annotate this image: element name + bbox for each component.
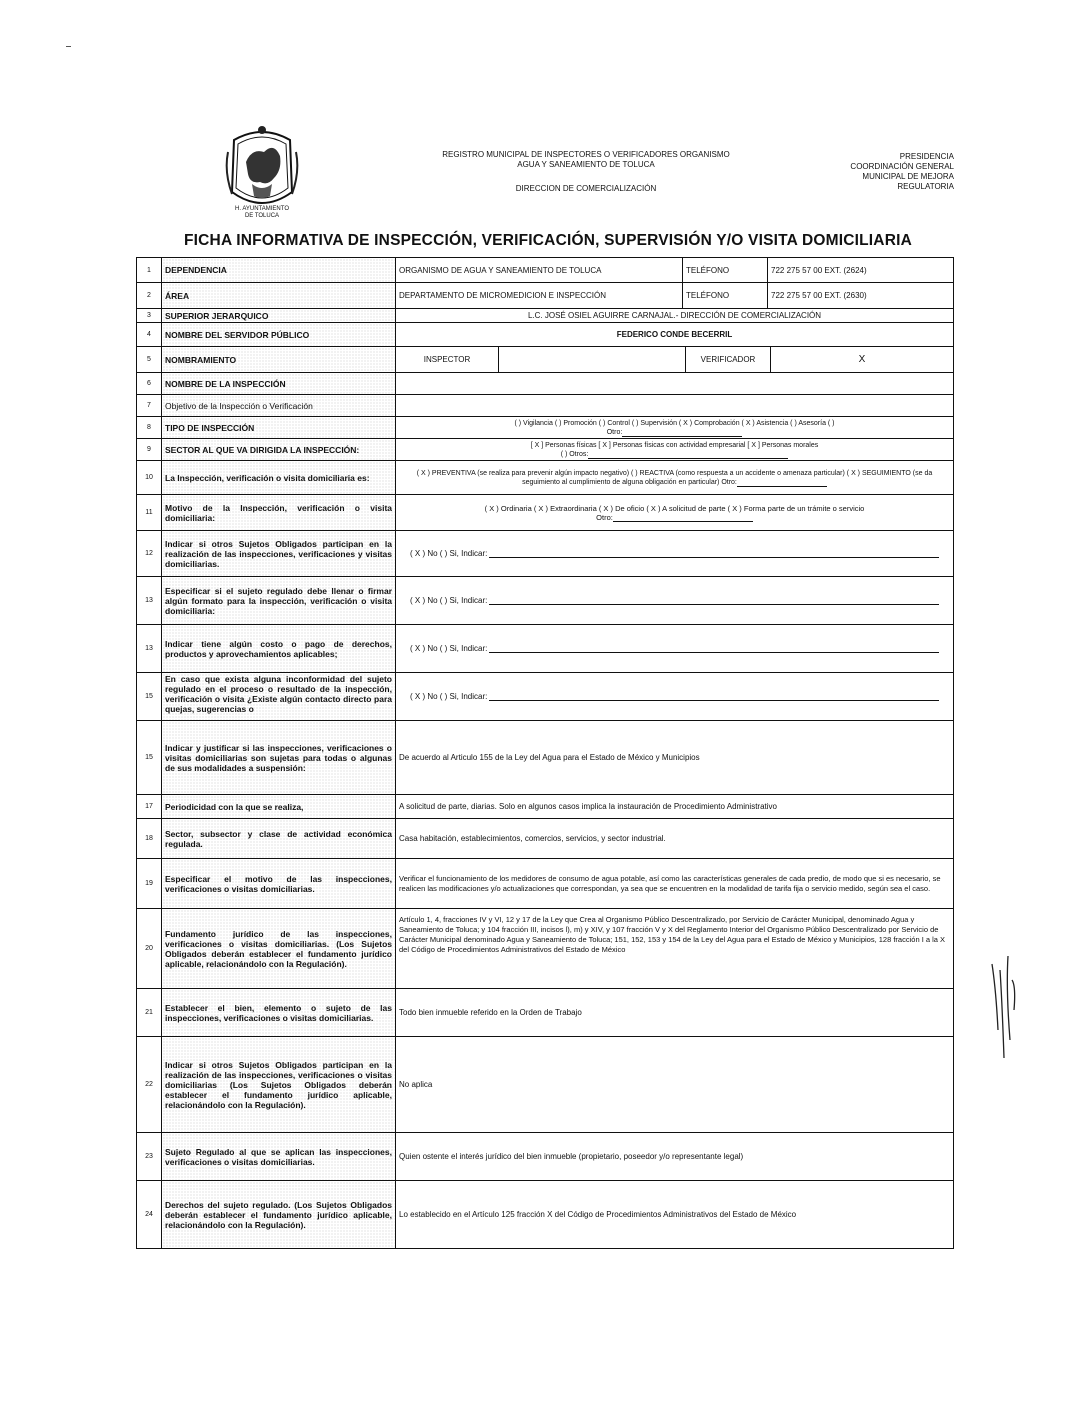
verificador-mark: X [858,354,866,365]
header-right-line: COORDINACIÓN GENERAL [850,162,954,171]
table-row [137,989,954,1037]
row-label: DEPENDENCIA [162,258,396,283]
motive-options: ( X ) Ordinaria ( X ) Extraordinaria ( X ) De oficio ( X ) A solicitud de parte ( X ) Forma parte de un trámite o servicio [484,503,865,513]
row-number: 15 [137,673,162,721]
row-value: Casa habitación, establecimientos, comercios, servicios, y sector industrial. [396,819,954,859]
row-label: Indicar y justificar si las inspecciones, verificaciones o visitas domiciliarias son sujetas para todas o algunas de sus modalidades a suspensión: [162,721,396,795]
row-label: NOMBRAMIENTO [162,347,396,373]
sector-other [399,450,950,459]
row-number: 4 [137,323,162,347]
row-number: 21 [137,989,162,1037]
table-row [137,439,954,461]
row-number: 17 [137,795,162,819]
motive-other [399,513,950,522]
row-label: Objetivo de la Inspección o Verificación [162,395,396,417]
row-number: 8 [137,417,162,439]
table-row [137,625,954,673]
table-row [137,859,954,909]
row-label: SECTOR AL QUE VA DIRIGIDA LA INSPECCIÓN: [162,439,396,461]
table-row [137,909,954,989]
table-row [137,1181,954,1249]
row-label: Periodicidad con la que se realiza, [162,795,396,819]
row-value [396,395,954,417]
row-value: Verificar el funcionamiento de los medidores de consumo de agua potable, así como las características generales de cada predio, de modo que si es necesario, se realicen las modificaciones y/o actualizaciones que correspondan, ya sea que se encuentren en la modalidad de tarifa fija o servicio medido, según sea el caso. [396,859,954,909]
row-number: 11 [137,495,162,531]
logo-caption: H. AYUNTAMIENTO DE TOLUCA [234,206,289,219]
row-label: Motivo de la Inspección, verificación o visita domiciliaria: [162,495,396,531]
inspection-type-other [399,428,950,437]
inspector-mark [499,347,686,372]
row-value [396,577,954,625]
area-value: DEPARTAMENTO DE MICROMEDICION E INSPECCIÓN [396,283,683,308]
row-value: Todo bien inmueble referido en la Orden de Trabajo [396,989,954,1037]
table-row [137,531,954,577]
corner-mark [66,46,71,47]
phone-value: 722 275 57 00 EXT. (2624) [771,265,867,275]
phone-label: TELÉFONO [683,258,768,282]
table-row [137,819,954,859]
table-row [137,577,954,625]
row-label: NOMBRE DEL SERVIDOR PÚBLICO [162,323,396,347]
row-number: 9 [137,439,162,461]
sector-options: [ X ] Personas físicas [ X ] Personas físicas con actividad empresarial [ X ] Personas morales [530,441,819,449]
row-value [396,373,954,395]
table-row [137,417,954,439]
row-value [396,347,954,373]
table-row [137,461,954,495]
other-label: ( ) Otros: [560,450,589,458]
organism-name: AGUA Y SANEAMIENTO DE TOLUCA [517,160,655,169]
row-label: En caso que exista alguna inconformidad del sujeto regulado en el proceso o resultado de la inspección, verificación o visita ¿Existe algún contacto directo para quejas, sugerencias o [162,673,396,721]
table-row [137,373,954,395]
row-label: Indicar si otros Sujetos Obligados participan en la realización de las inspecciones, verificaciones y visitas domiciliarias. [162,531,396,577]
info-table [136,257,954,1249]
table-row [137,323,954,347]
row-label: ÁREA [162,283,396,309]
table-row [137,347,954,373]
row-number: 1 [137,258,162,283]
phone-value: 722 275 57 00 EXT. (2630) [771,291,867,300]
row-number: 2 [137,283,162,309]
row-value: A solicitud de parte, diarias. Solo en algunos casos implica la instauración de Procedimiento Administrativo [396,795,954,819]
handwritten-signature [986,950,1026,1070]
row-value: Lo establecido en el Artículo 125 fracción X del Código de Procedimientos Administrativos del Estado de México [396,1181,954,1249]
dependency-value: ORGANISMO DE AGUA Y SANEAMIENTO DE TOLUCA [396,258,683,282]
table-row [137,309,954,323]
row-number: 7 [137,395,162,417]
row-label: Especificar el motivo de las inspecciones, verificaciones o visitas domiciliarias. [162,859,396,909]
phone-label: TELÉFONO [683,283,768,308]
row-label: Derechos del sujeto regulado. (Los Sujetos Obligados deberán establecer el fundamento jurídico aplicable, relacionándolo con la Regulación). [162,1181,396,1249]
row-label: Especificar si el sujeto regulado debe llenar o firmar algún formato para la inspección, verificación o visita domiciliaria: [162,577,396,625]
row-label: Indicar tiene algún costo o pago de derechos, productos y aprovechamientos aplicables; [162,625,396,673]
answer-text: ( X ) No ( ) Si, Indicar: [410,596,488,605]
header-right-line: PRESIDENCIA [899,152,954,161]
verificador-option: VERIFICADOR [686,347,771,372]
row-number: 5 [137,347,162,373]
table-row [137,395,954,417]
row-number: 15 [137,721,162,795]
row-label: NOMBRE DE LA INSPECCIÓN [162,373,396,395]
row-value [396,495,954,531]
other-label: Otro: [596,512,613,522]
page-title: FICHA INFORMATIVA DE INSPECCIÓN, VERIFICACIÓN, SUPERVISIÓN Y/O VISITA DOMICILIARIA [183,232,912,249]
row-number: 22 [137,1037,162,1133]
row-number: 24 [137,1181,162,1249]
table-row [137,1133,954,1181]
direction-name: DIRECCION DE COMERCIALIZACIÓN [515,184,657,193]
table-row [137,258,954,283]
header-right-line: MUNICIPAL DE MEJORA [862,172,954,181]
answer-text: ( X ) No ( ) Si, Indicar: [410,644,488,653]
inspector-option: INSPECTOR [396,347,499,372]
row-number: 18 [137,819,162,859]
table-row [137,1037,954,1133]
row-label: Sector, subsector y clase de actividad económica regulada. [162,819,396,859]
row-number: 23 [137,1133,162,1181]
row-number: 19 [137,859,162,909]
row-number: 6 [137,373,162,395]
row-label: La Inspección, verificación o visita domiciliaria es: [162,461,396,495]
row-number: 20 [137,909,162,989]
row-value [396,283,954,309]
header-right [820,152,954,192]
answer-text: ( X ) No ( ) Si, Indicar: [410,549,488,558]
row-label: Indicar si otros Sujetos Obligados participan en la realización de las inspecciones, verificaciones o visitas domiciliarias (Los Sujetos Obligados deberán establecer el fundamento jurídico aplicable, relacionándolo con la Regulación). [162,1037,396,1133]
row-label: Establecer el bien, elemento o sujeto de las inspecciones, verificaciones o visitas domiciliarias. [162,989,396,1037]
header-right-line: REGULATORIA [897,182,954,191]
row-value [396,673,954,721]
row-value [396,625,954,673]
row-number: 12 [137,531,162,577]
table-row [137,721,954,795]
row-value [396,417,954,439]
row-value: No aplica [396,1037,954,1133]
row-number: 10 [137,461,162,495]
row-value [396,531,954,577]
row-number: 13 [137,577,162,625]
row-value: FEDERICO CONDE BECERRIL [396,323,954,347]
registry-title: REGISTRO MUNICIPAL DE INSPECTORES O VERIFICADORES ORGANISMO [442,150,730,159]
purpose-options: ( X ) PREVENTIVA (se realiza para prevenir algún impacto negativo) ( ) REACTIVA (como respuesta a un accidente o amenaza particular) ( X ) SEGUIMIENTO (se da seguimiento al cumplimiento de alguna obligación en particular) Otro: [416,469,933,486]
row-number: 13 [137,625,162,673]
row-label: SUPERIOR JERARQUICO [162,309,396,323]
row-value [396,439,954,461]
table-row [137,495,954,531]
row-number: 3 [137,309,162,323]
row-value: L.C. JOSÉ OSIEL AGUIRRE CARNAJAL.- DIRECCIÓN DE COMERCIALIZACIÓN [396,309,954,323]
other-label: Otro: [606,428,623,436]
row-value [396,258,954,283]
row-value: De acuerdo al Articulo 155 de la Ley del Agua para el Estado de México y Municipios [396,721,954,795]
row-label: TIPO DE INSPECCIÓN [162,417,396,439]
inspection-type-options: ( ) Vigilancia ( ) Promoción ( ) Control ( ) Supervisión ( X ) Comprobación ( X ) Asistencia ( ) Asesoría ( ) [514,419,835,427]
header-center [398,150,774,194]
row-label: Sujeto Regulado al que se aplican las inspecciones, verificaciones o visitas domiciliarias. [162,1133,396,1181]
table-row [137,283,954,309]
table-row [137,673,954,721]
row-value [396,461,954,495]
row-label: Fundamento jurídico de las inspecciones, verificaciones o visitas domiciliarias. (Los Sujetos Obligados deberán establecer el fundamento jurídico aplicable, relacionándolo con la Regulación). [162,909,396,989]
row-value: Artículo 1, 4, fracciones IV y VI, 12 y 17 de la Ley que Crea al Organismo Público Descentralizado, por Servicio de Carácter Municipal, denominado Agua y Saneamiento de Toluca; y 104 fracción III, incisos l), m) y XIV, y 107 fracción V y X del Reglamento Interior del Organismo Público Descentralizado por Servicio de Carácter Municipal denominado Agua y Saneamiento de Toluca; 151, 152, 153 y 154 de la Ley del Agua para el Estado de México y Municipios, 128 fracción I a la X del Código de Procedimientos Administrativos del Estado de México [396,909,954,989]
table-row [137,795,954,819]
row-value: Quien ostente el interés jurídico del bien inmueble (propietario, poseedor y/o representante legal) [396,1133,954,1181]
answer-text: ( X ) No ( ) Si, Indicar: [410,692,488,701]
